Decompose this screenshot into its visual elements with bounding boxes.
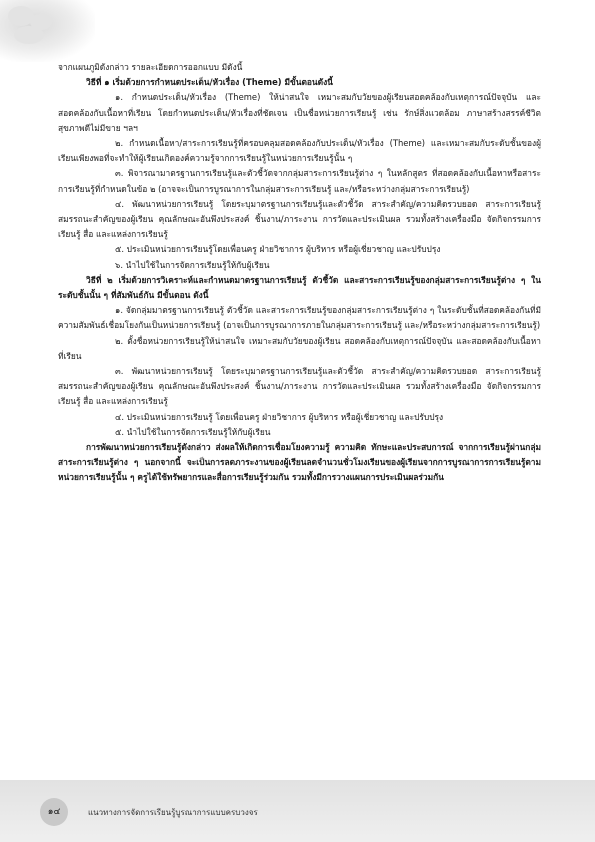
intro-paragraph: จากแผนภูมิดังกล่าว รายละเอียดการออกแบบ มีดังนี้ xyxy=(58,62,243,72)
method1-step: ๕. ประเมินหน่วยการเรียนรู้โดยเพื่อนครู ฝ่ายวิชาการ ผู้บริหาร หรือผู้เชี่ยวชาญ และปรับปรุง xyxy=(115,244,441,255)
page-number: ๑๔ xyxy=(40,798,68,826)
method1-heading: วิธีที่ ๑ เริ่มด้วยการกำหนดประเด็น/หัวเรื่อง (Theme) มีขั้นตอนดังนี้ xyxy=(86,77,333,88)
footer-title: แนวทางการจัดการเรียนรู้บูรณาการแบบครบวงจร xyxy=(88,808,258,817)
method2-step: ๑. จัดกลุ่มมาตรฐานการเรียนรู้ ตัวชี้วัด และสาระการเรียนรู้ของกลุ่มสาระการเรียนรู้ต่าง ๆ ในระดับชั้นที่สอดคล้องกันที่มีความสัมพันธ์เชื่อมโยงกันเป็นหน่วยการเรียนรู้ (อาจเป็นการบูรณาการภายในกลุ่มสาระการเรียนรู้ และ/หรือระหว่างกลุ่มสาระการเรียนรู้) xyxy=(58,305,541,331)
method1-step: ๑. กำหนดประเด็น/หัวเรื่อง (Theme) ให้น่าสนใจ เหมาะสมกับวัยของผู้เรียนสอดคล้องกับเหตุการณ์ปัจจุบัน และสอดคล้องกับเนื้อหาที่เรียน โดยกำหนดประเด็น/หัวเรื่องที่ชัดเจน เป็นชื่อหน่วยการเรียนรู้ เช่น รักษ์สิ่งแวดล้อม ภาษาสร้างสรรค์ชีวิต สุขภาพดีไม่มีขาย ฯลฯ xyxy=(58,92,541,133)
decoration-blob xyxy=(14,26,44,44)
method2-step: ๓. พัฒนาหน่วยการเรียนรู้ โดยระบุมาตรฐานการเรียนรู้และตัวชี้วัด สาระสำคัญ/ความคิดรวบยอด สาระการเรียนรู้ สมรรถนะสำคัญของผู้เรียน คุณลักษณะอันพึงประสงค์ ชิ้นงาน/ภาระงาน การวัดและประเมินผล รวมทั้งสร้างเครื่องมือ จัดกิจกรรมการเรียนรู้ สื่อ และแหล่งการเรียนรู้ xyxy=(58,366,541,407)
corner-decoration xyxy=(0,0,95,62)
method1-step: ๒. กำหนดเนื้อหา/สาระการเรียนรู้ที่ครอบคลุมสอดคล้องกับประเด็น/หัวเรื่อง (Theme) และเหมาะสมกับระดับชั้นของผู้เรียนเพียงพอที่จะทำให้ผู้เรียนเกิดองค์ความรู้จากการเรียนรู้ในหน่วยการเรียนรู้นั้น ๆ xyxy=(58,138,541,164)
method2-step: ๒. ตั้งชื่อหน่วยการเรียนรู้ให้น่าสนใจ เหมาะสมกับวัยของผู้เรียน สอดคล้องกับเหตุการณ์ปัจจุบัน และสอดคล้องกับเนื้อหาที่เรียน xyxy=(58,335,541,361)
conclusion-paragraph: การพัฒนาหน่วยการเรียนรู้ดังกล่าว ส่งผลให้เกิดการเชื่อมโยงความรู้ ความคิด ทักษะและประสบการณ์ จากการเรียนรู้ผ่านกลุ่มสาระการเรียนรู้ต่าง ๆ นอกจากนี้ จะเป็นการลดภาระงานของผู้เรียนลดจำนวนชั่วโมงเรียนของผู้เรียนจากการบูรณาการการเรียนรู้ตามหน่วยการเรียนรู้นั้น ๆ ครูได้ใช้ทรัพยากรและสื่อการเรียนรู้ร่วมกัน รวมทั้งมีการวางแผนการประเมินผลร่วมกัน xyxy=(58,442,541,483)
method2-heading: วิธีที่ ๒ เริ่มด้วยการวิเคราะห์และกำหนดมาตรฐานการเรียนรู้ ตัวชี้วัด และสาระการเรียนรู้ของกลุ่มสาระการเรียนรู้ต่าง ๆ ในระดับชั้นนั้น ๆ ที่สัมพันธ์กัน มีขั้นตอน ดังนี้ xyxy=(58,274,541,301)
page-footer xyxy=(0,780,595,842)
method2-step: ๕. นำไปใช้ในการจัดการเรียนรู้ให้กับผู้เรียน xyxy=(115,426,271,437)
document-body xyxy=(58,60,541,486)
method1-step: ๓. พิจารณามาตรฐานการเรียนรู้และตัวชี้วัดจากกลุ่มสาระการเรียนรู้ต่าง ๆ ในหลักสูตร ที่สอดคล้องกับเนื้อหาหรือสาระการเรียนรู้ที่กำหนดในข้อ ๒ (อาจจะเป็นการบูรณาการในกลุ่มสาระการเรียนรู้ และ/หรือระหว่างกลุ่มสาระการเรียนรู้) xyxy=(58,168,541,194)
method1-step: ๖. นำไปใช้ในการจัดการเรียนรู้ให้กับผู้เรียน xyxy=(115,259,270,270)
method2-step: ๔. ประเมินหน่วยการเรียนรู้ โดยเพื่อนครู ฝ่ายวิชาการ ผู้บริหาร หรือผู้เชี่ยวชาญ และปรับปรุง xyxy=(115,411,444,422)
method1-step: ๔. พัฒนาหน่วยการเรียนรู้ โดยระบุมาตรฐานการเรียนรู้และตัวชี้วัด สาระสำคัญ/ความคิดรวบยอด สาระการเรียนรู้ สมรรถนะสำคัญของผู้เรียน คุณลักษณะอันพึงประสงค์ ชิ้นงาน/ภาระงาน การวัดและประเมินผล รวมทั้งสร้างเครื่องมือ จัดกิจกรรมการเรียนรู้ สื่อ และแหล่งการเรียนรู้ xyxy=(58,198,541,240)
